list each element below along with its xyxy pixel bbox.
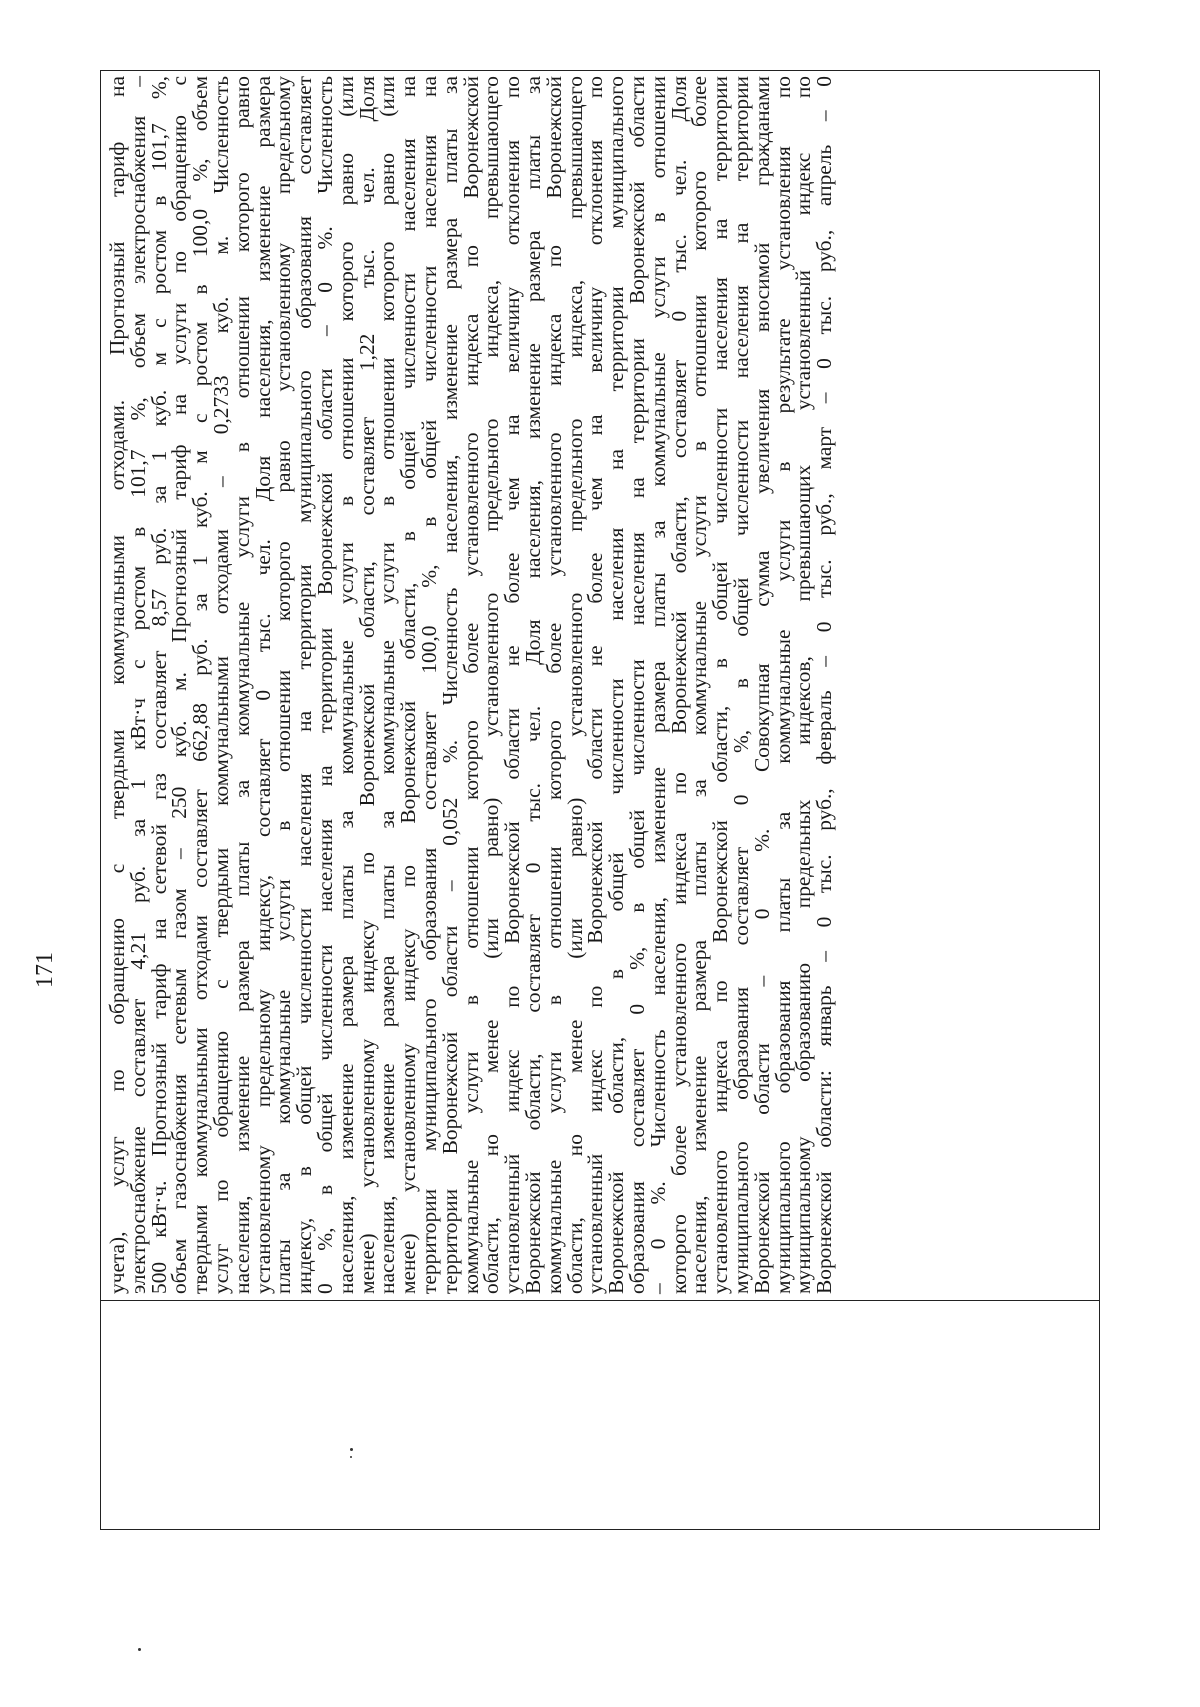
text-line: муниципальному образованию предельных индексов, превышающих установленный индекс по [791, 76, 816, 1294]
page-number: 171 [32, 952, 58, 988]
text-line: менее) установленному индексу по Воронежской области, составляет 1,22 тыс. чел. Доля [354, 76, 379, 1294]
text-line: области, но менее (или равно) установленного предельного индекса, превышающего [479, 76, 504, 1294]
text-line: платы за коммунальные услуги в отношении которого равно установленному предельному [271, 76, 296, 1294]
text-line: населения, изменение размера платы за коммунальные услуги в отношении которого более [687, 76, 712, 1294]
text-line: коммунальные услуги в отношении которого более установленного индекса по Воронежской [458, 76, 483, 1294]
table-cell-text [100, 70, 1100, 1300]
text-line: установленный индекс по Воронежской области не более чем на величину отклонения по [583, 76, 608, 1294]
text-line: населения, изменение размера платы за коммунальные услуги в отношении которого равно [229, 76, 254, 1294]
text-line: населения, изменение размера платы за коммунальные услуги в отношении которого равно (или [375, 76, 400, 1294]
text-line: Воронежской области: январь – 0 тыс. руб., февраль – 0 тыс. руб., март – 0 тыс. руб., апрель – 0 [812, 76, 837, 1294]
text-line: 0 %, в общей численности населения на территории Воронежской области – 0 %. Численность [312, 76, 337, 1294]
scan-speck [350, 1448, 353, 1451]
text-line: муниципального образования составляет 0 %, в общей численности населения на территории [728, 76, 753, 1294]
text-line: коммунальные услуги в отношении которого более установленного индекса по Воронежской [541, 76, 566, 1294]
text-line: менее) установленному индексу по Воронежской области, в общей численности населения на [396, 76, 421, 1294]
text-line: 500 кВт·ч. Прогнозный тариф на сетевой газ составляет 8,57 руб. за 1 куб. м с ростом в 101,7 %, [146, 76, 171, 1294]
text-line: установленному предельному индексу, составляет 0 тыс. чел. Доля населения, изменение размера [250, 76, 275, 1294]
text-line: Воронежской области – 0 %. Совокупная сумма увеличения вносимой гражданами [749, 76, 774, 1294]
scan-speck [138, 1648, 141, 1651]
text-line: территории муниципального образования составляет 100,0 %, в общей численности населения на [416, 76, 441, 1294]
text-line: Воронежской области, в общей численности населения на территории муниципального [604, 76, 629, 1294]
text-line: Воронежской области, составляет 0 тыс. чел. Доля населения, изменение размера платы за [520, 76, 545, 1294]
text-line: твердыми коммунальными отходами составляет 662,88 руб. за 1 куб. м с ростом в 100,0 %, объем [188, 76, 213, 1294]
text-line: которого более установленного индекса по Воронежской области, составляет 0 тыс. чел. Доля [666, 76, 691, 1294]
text-line: образования составляет 0 %, в общей численности населения на территории Воронежской области [624, 76, 649, 1294]
text-line: территории Воронежской области – 0,052 %. Численность населения, изменение размера платы за [437, 76, 462, 1294]
text-line: населения, изменение размера платы за коммунальные услуги в отношении которого равно (или [333, 76, 358, 1294]
column-divider [100, 1300, 1100, 1301]
text-line: муниципального образования платы за коммунальные услуги в результате установления по [770, 76, 795, 1294]
text-line: услуг по обращению с твердыми коммунальными отходами – 0,2733 куб. м. Численность [208, 76, 233, 1294]
text-line: объем газоснабжения сетевым газом – 250 куб. м. Прогнозный тариф на услуги по обращению с [167, 76, 192, 1294]
text-line: учета), услуг по обращению с твердыми коммунальными отходами. Прогнозный тариф на [105, 76, 129, 1294]
text-line: установленный индекс по Воронежской области не более чем на величину отклонения по [500, 76, 525, 1294]
text-line: области, но менее (или равно) установленного предельного индекса, превышающего [562, 76, 587, 1294]
text-line: электроснабжение составляет 4,21 руб. за 1 кВт·ч с ростом в 101,7 %, объем электроснабжения – [125, 76, 150, 1294]
text-line: установленного индекса по Воронежской области, в общей численности населения на территории [708, 76, 733, 1294]
text-line: индексу, в общей численности населения на территории муниципального образования составляет [292, 76, 317, 1294]
scan-speck [350, 1456, 352, 1458]
text-line: – 0 %. Численность населения, изменение размера платы за коммунальные услуги в отношении [645, 76, 670, 1294]
